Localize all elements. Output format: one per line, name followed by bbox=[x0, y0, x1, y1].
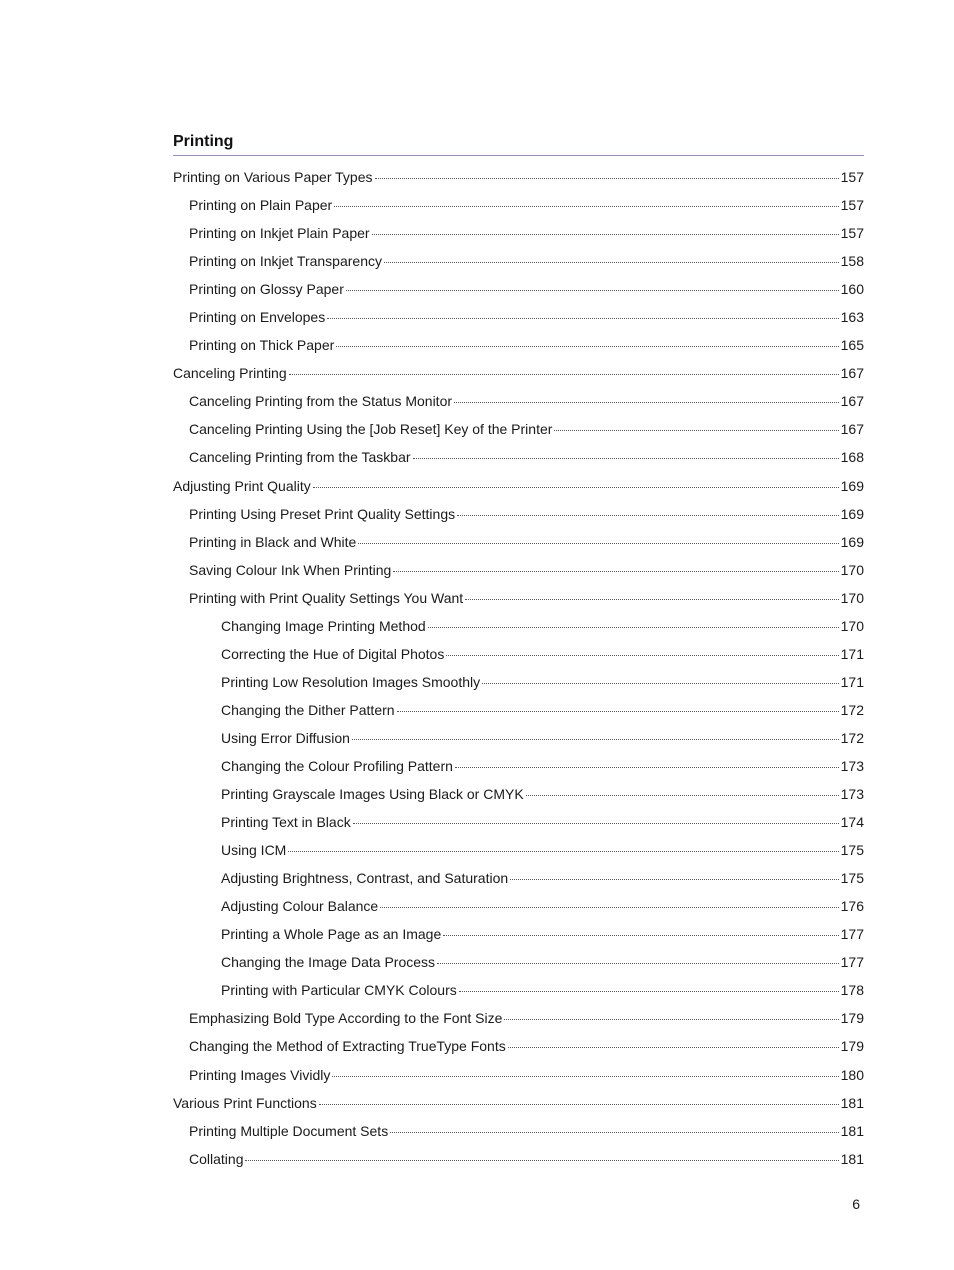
toc-entry-label: Changing the Dither Pattern bbox=[221, 701, 395, 718]
toc-entry-label: Printing on Inkjet Plain Paper bbox=[189, 225, 370, 242]
toc-entry-page: 176 bbox=[840, 898, 864, 915]
toc-entry-label: Printing on Envelopes bbox=[189, 309, 326, 326]
toc-entry-label: Printing with Particular CMYK Colours bbox=[221, 982, 457, 999]
toc-leader-dots bbox=[443, 934, 838, 936]
toc-entry-label: Changing the Colour Profiling Pattern bbox=[221, 757, 453, 774]
toc-leader-dots bbox=[437, 962, 839, 964]
toc-entry-label: Printing on Plain Paper bbox=[189, 197, 333, 214]
toc-entry[interactable] bbox=[173, 1089, 864, 1117]
toc-leader-dots bbox=[384, 261, 839, 263]
toc-leader-dots bbox=[288, 850, 838, 852]
toc-leader-dots bbox=[390, 1131, 838, 1133]
toc-leader-dots bbox=[313, 486, 839, 488]
toc-entry[interactable] bbox=[173, 331, 864, 359]
toc-entry-label: Printing with Print Quality Settings You Want bbox=[189, 589, 464, 606]
toc-entry[interactable] bbox=[173, 752, 864, 780]
toc-leader-dots bbox=[327, 317, 838, 319]
toc-entry[interactable] bbox=[173, 1004, 864, 1032]
toc-entry-page: 160 bbox=[840, 281, 864, 298]
toc-leader-dots bbox=[510, 878, 838, 880]
toc-entry[interactable] bbox=[173, 836, 864, 864]
toc-entry-label: Printing Images Vividly bbox=[189, 1066, 331, 1083]
toc-entry-label: Using Error Diffusion bbox=[221, 729, 350, 746]
toc-entry-page: 157 bbox=[840, 169, 864, 185]
toc-entry[interactable] bbox=[173, 415, 864, 443]
toc-entry-label: Printing Using Preset Print Quality Settings bbox=[189, 505, 456, 522]
toc-entry-label: Adjusting Print Quality bbox=[173, 477, 311, 494]
toc-entry-page: 181 bbox=[840, 1150, 864, 1167]
toc-entry-page: 179 bbox=[840, 1010, 864, 1027]
toc-leader-dots bbox=[554, 429, 838, 431]
toc-entry-page: 171 bbox=[840, 673, 864, 690]
toc-entry-page: 173 bbox=[840, 757, 864, 774]
section-title: Printing bbox=[173, 132, 864, 156]
toc-leader-dots bbox=[455, 766, 839, 768]
toc-entry[interactable] bbox=[173, 163, 864, 191]
toc-entry-page: 157 bbox=[840, 197, 864, 214]
toc-entry-page: 170 bbox=[840, 589, 864, 606]
toc-entry[interactable] bbox=[173, 948, 864, 976]
toc-entry-label: Printing on Inkjet Transparency bbox=[189, 253, 382, 270]
toc-entry-page: 157 bbox=[840, 225, 864, 242]
toc-leader-dots bbox=[245, 1159, 838, 1161]
toc-entry-page: 171 bbox=[840, 645, 864, 662]
toc-entry[interactable] bbox=[173, 443, 864, 471]
toc-entry-label: Printing a Whole Page as an Image bbox=[221, 926, 442, 943]
toc-entry-label: Canceling Printing bbox=[173, 365, 287, 382]
toc-entry[interactable] bbox=[173, 500, 864, 528]
toc-entry[interactable] bbox=[173, 1145, 864, 1173]
toc-entry-page: 175 bbox=[840, 870, 864, 887]
toc-leader-dots bbox=[336, 345, 838, 347]
toc-entry[interactable] bbox=[173, 976, 864, 1004]
toc-entry-page: 177 bbox=[840, 926, 864, 943]
toc-leader-dots bbox=[508, 1046, 839, 1048]
toc-entry-label: Printing on Thick Paper bbox=[189, 337, 335, 354]
toc-entry-page: 174 bbox=[840, 814, 864, 831]
toc-entry[interactable] bbox=[173, 359, 864, 387]
toc-leader-dots bbox=[428, 626, 839, 628]
toc-entry-page: 167 bbox=[840, 365, 864, 382]
toc-entry[interactable] bbox=[173, 864, 864, 892]
toc-entry-label: Emphasizing Bold Type According to the Font Size bbox=[189, 1010, 503, 1027]
toc-leader-dots bbox=[319, 1103, 839, 1105]
toc-entry[interactable] bbox=[173, 892, 864, 920]
toc-entry-label: Printing on Glossy Paper bbox=[189, 281, 344, 298]
toc-entry-label: Canceling Printing Using the [Job Reset] Key of the Printer bbox=[189, 421, 553, 438]
toc-leader-dots bbox=[353, 822, 839, 824]
toc-entry-label: Printing Grayscale Images Using Black or CMYK bbox=[221, 786, 524, 803]
toc-entry-page: 169 bbox=[840, 533, 864, 550]
toc-entry-page: 179 bbox=[840, 1038, 864, 1055]
toc-entry-label: Changing Image Printing Method bbox=[221, 617, 426, 634]
toc-entry[interactable] bbox=[173, 247, 864, 275]
toc-entry[interactable] bbox=[173, 1117, 864, 1145]
toc-entry-label: Printing Multiple Document Sets bbox=[189, 1122, 389, 1139]
toc-entry-label: Using ICM bbox=[221, 842, 287, 859]
toc-entry-page: 167 bbox=[840, 421, 864, 438]
toc-leader-dots bbox=[413, 457, 839, 459]
toc-leader-dots bbox=[334, 205, 838, 207]
toc-leader-dots bbox=[504, 1018, 838, 1020]
page-number: 6 bbox=[852, 1196, 860, 1212]
toc-leader-dots bbox=[393, 570, 838, 572]
toc-entry-page: 172 bbox=[840, 729, 864, 746]
toc-leader-dots bbox=[332, 1075, 838, 1077]
toc-entry[interactable] bbox=[173, 724, 864, 752]
toc-entry-label: Canceling Printing from the Status Monitor bbox=[189, 393, 453, 410]
toc-entry[interactable] bbox=[173, 808, 864, 836]
toc-entry-page: 172 bbox=[840, 701, 864, 718]
toc-entry-page: 169 bbox=[840, 477, 864, 494]
toc-leader-dots bbox=[346, 289, 839, 291]
toc-entry[interactable] bbox=[173, 780, 864, 808]
toc-entry[interactable] bbox=[173, 1061, 864, 1089]
toc-entry-page: 178 bbox=[840, 982, 864, 999]
toc-entry-page: 180 bbox=[840, 1066, 864, 1083]
toc-leader-dots bbox=[482, 682, 839, 684]
toc-entry-page: 170 bbox=[840, 561, 864, 578]
toc-entry-label: Printing Text in Black bbox=[221, 814, 351, 831]
toc-entry-label: Printing Low Resolution Images Smoothly bbox=[221, 673, 481, 690]
toc-entry[interactable] bbox=[173, 303, 864, 331]
toc-entry-page: 169 bbox=[840, 505, 864, 522]
toc-entry[interactable] bbox=[173, 556, 864, 584]
toc-entry[interactable] bbox=[173, 1032, 864, 1060]
toc-entry-page: 181 bbox=[840, 1122, 864, 1139]
toc-list bbox=[173, 163, 864, 1173]
toc-entry[interactable] bbox=[173, 584, 864, 612]
toc-leader-dots bbox=[397, 710, 839, 712]
toc-entry[interactable] bbox=[173, 275, 864, 303]
toc-entry-page: 163 bbox=[840, 309, 864, 326]
toc-leader-dots bbox=[526, 794, 839, 796]
toc-entry-label: Changing the Image Data Process bbox=[221, 954, 436, 971]
toc-entry-label: Adjusting Brightness, Contrast, and Saturation bbox=[221, 870, 509, 887]
toc-entry-label: Adjusting Colour Balance bbox=[221, 898, 379, 915]
toc-entry-label: Various Print Functions bbox=[173, 1094, 317, 1111]
toc-entry-label: Canceling Printing from the Taskbar bbox=[189, 449, 411, 466]
toc-entry-label: Printing on Various Paper Types bbox=[173, 169, 373, 185]
toc-entry[interactable] bbox=[173, 528, 864, 556]
toc-page bbox=[173, 132, 864, 1173]
toc-entry-label: Correcting the Hue of Digital Photos bbox=[221, 645, 445, 662]
toc-entry-label: Changing the Method of Extracting TrueType Fonts bbox=[189, 1038, 506, 1055]
toc-entry-page: 181 bbox=[840, 1094, 864, 1111]
toc-leader-dots bbox=[446, 654, 838, 656]
toc-entry[interactable] bbox=[173, 612, 864, 640]
toc-entry[interactable] bbox=[173, 219, 864, 247]
toc-leader-dots bbox=[454, 401, 839, 403]
toc-entry-page: 170 bbox=[840, 617, 864, 634]
toc-leader-dots bbox=[457, 514, 839, 516]
toc-entry[interactable] bbox=[173, 640, 864, 668]
toc-entry-page: 167 bbox=[840, 393, 864, 410]
toc-leader-dots bbox=[358, 542, 838, 544]
toc-leader-dots bbox=[459, 990, 839, 992]
toc-entry-label: Printing in Black and White bbox=[189, 533, 357, 550]
toc-entry[interactable] bbox=[173, 920, 864, 948]
toc-entry-label: Saving Colour Ink When Printing bbox=[189, 561, 392, 578]
toc-leader-dots bbox=[375, 177, 839, 179]
toc-entry-page: 165 bbox=[840, 337, 864, 354]
toc-entry-page: 173 bbox=[840, 786, 864, 803]
toc-entry[interactable] bbox=[173, 696, 864, 724]
toc-entry-page: 158 bbox=[840, 253, 864, 270]
toc-leader-dots bbox=[289, 373, 839, 375]
toc-entry[interactable] bbox=[173, 472, 864, 500]
toc-entry[interactable] bbox=[173, 191, 864, 219]
toc-entry-label: Collating bbox=[189, 1150, 244, 1167]
toc-leader-dots bbox=[352, 738, 839, 740]
toc-leader-dots bbox=[380, 906, 838, 908]
toc-leader-dots bbox=[372, 233, 839, 235]
toc-entry[interactable] bbox=[173, 387, 864, 415]
toc-entry-page: 175 bbox=[840, 842, 864, 859]
toc-entry[interactable] bbox=[173, 668, 864, 696]
toc-entry-page: 177 bbox=[840, 954, 864, 971]
toc-entry-page: 168 bbox=[840, 449, 864, 466]
toc-leader-dots bbox=[465, 598, 838, 600]
